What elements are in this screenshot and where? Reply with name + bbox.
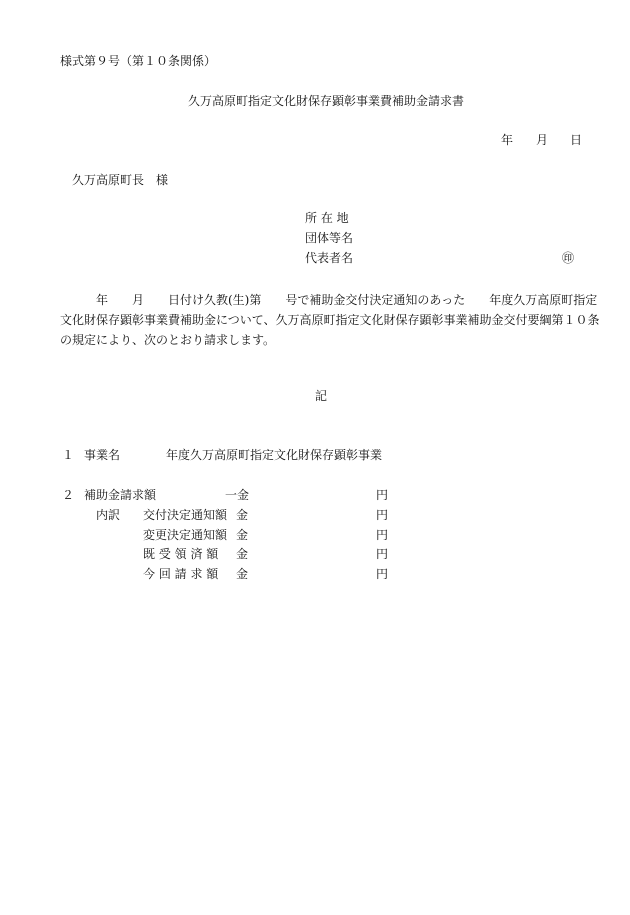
document-title: 久万高原町指定文化財保存顕彰事業費補助金請求書 — [188, 94, 465, 108]
breakdown-row-label: 変更決定通知額 — [143, 528, 228, 542]
breakdown-row-label: 今 回 請 求 額 — [143, 567, 219, 581]
item-2-label: 補助金請求額 — [84, 488, 157, 502]
breakdown-row-unit: 円 — [376, 567, 389, 581]
breakdown-row-prefix: 金 — [236, 567, 249, 581]
date-year: 年 — [501, 133, 514, 147]
item-2-number: ２ — [62, 488, 75, 502]
item-2-amount-prefix: 一金 — [225, 488, 250, 502]
body-line-3: の規定により、次のとおり請求します。 — [60, 333, 276, 347]
date-day: 日 — [570, 133, 583, 147]
form-number: 様式第９号（第１０条関係） — [60, 54, 217, 68]
representative-label: 代表者名 — [305, 251, 354, 265]
ki-heading: 記 — [315, 389, 328, 403]
item-1-value: 年度久万高原町指定文化財保存顕彰事業 — [166, 448, 383, 462]
organization-label: 団体等名 — [305, 231, 354, 245]
breakdown-row-label: 既 受 領 済 額 — [143, 547, 219, 561]
address-label: 所 在 地 — [305, 211, 349, 225]
breakdown-row-label: 交付決定通知額 — [143, 508, 228, 522]
breakdown-row-unit: 円 — [376, 528, 389, 542]
breakdown-row-prefix: 金 — [236, 547, 249, 561]
breakdown-label: 内訳 — [96, 508, 121, 522]
breakdown-row-unit: 円 — [376, 508, 389, 522]
breakdown-row-prefix: 金 — [236, 508, 249, 522]
request-body-text — [60, 290, 600, 350]
item-2-unit: 円 — [376, 488, 389, 502]
date-month: 月 — [536, 133, 549, 147]
item-1-number: １ — [62, 448, 75, 462]
body-line-1: 年 月 日付け久教(生)第 号で補助金交付決定通知のあった 年度久万高原町指定 — [60, 293, 598, 307]
body-line-2: 文化財保存顕彰事業費補助金について、久万高原町指定文化財保存顕彰事業補助金交付要綱第１０条 — [60, 313, 600, 327]
item-1-label: 事業名 — [84, 448, 121, 462]
breakdown-row-unit: 円 — [376, 547, 389, 561]
seal-mark: ㊞ — [562, 251, 575, 265]
breakdown-row-prefix: 金 — [236, 528, 249, 542]
addressee: 久万高原町長 様 — [72, 173, 169, 187]
